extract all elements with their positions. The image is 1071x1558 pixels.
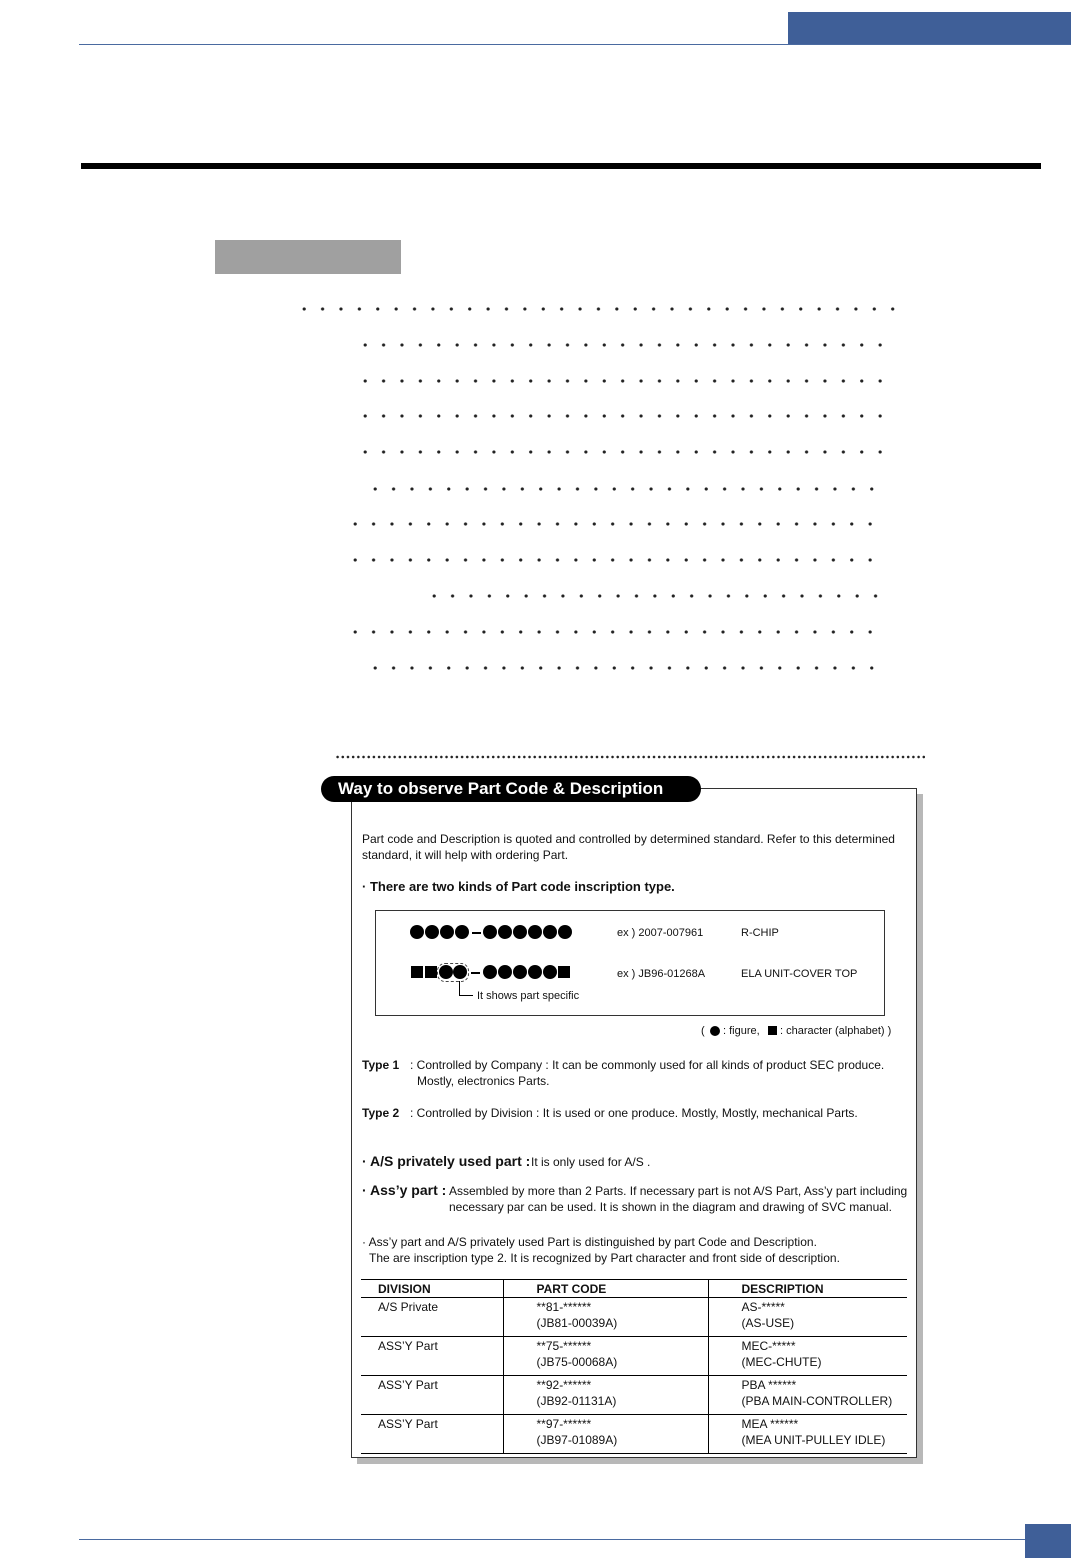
header-tab bbox=[788, 12, 1071, 44]
part-code-pattern: **81-****** bbox=[536, 1300, 592, 1314]
distinguish-line-1: · Ass’y part and A/S privately used Part is distinguished by part Code and Description. bbox=[362, 1235, 817, 1249]
example1-code: ex ) 2007-007961 bbox=[617, 927, 704, 939]
page-number-tab bbox=[1025, 1524, 1071, 1558]
cell-division: ASS’Y Part bbox=[361, 1337, 503, 1376]
toc-leader bbox=[366, 663, 886, 673]
figure-dot bbox=[455, 925, 469, 939]
character-square bbox=[768, 1026, 777, 1035]
description-example: (MEA UNIT-PULLEY IDLE) bbox=[741, 1433, 886, 1447]
character-square bbox=[411, 966, 423, 978]
table-header-row bbox=[361, 1280, 907, 1298]
table-row bbox=[361, 1337, 907, 1376]
part-code-table bbox=[361, 1279, 907, 1454]
figure-dot bbox=[439, 965, 453, 979]
figure-dot bbox=[528, 925, 542, 939]
toc-leader bbox=[356, 447, 895, 457]
character-square bbox=[425, 966, 437, 978]
footer-rule bbox=[79, 1539, 1071, 1540]
intro-line-1: Part code and Description is quoted and controlled by determined standard. Refer to this determined bbox=[362, 832, 895, 846]
header-part-code: PART CODE bbox=[503, 1280, 708, 1298]
figure-dot bbox=[543, 965, 557, 979]
figure-dot bbox=[513, 965, 527, 979]
part-code-example: (JB92-01131A) bbox=[536, 1394, 617, 1408]
cell-description bbox=[708, 1415, 907, 1454]
table-row bbox=[361, 1298, 907, 1337]
type2-label: Type 2 bbox=[362, 1106, 400, 1120]
toc-leader bbox=[346, 555, 886, 565]
cell-part-code bbox=[503, 1376, 708, 1415]
toc-leader bbox=[356, 340, 895, 350]
figure-dot bbox=[498, 965, 512, 979]
part-code-example: (JB97-01089A) bbox=[536, 1433, 618, 1447]
toc-leader bbox=[356, 376, 895, 386]
character-square bbox=[558, 966, 570, 978]
toc-leader bbox=[356, 411, 895, 421]
figure-dot bbox=[425, 925, 439, 939]
header-rule bbox=[79, 44, 1071, 45]
toc-leader bbox=[366, 484, 886, 494]
as-private-text: It is only used for A/S . bbox=[531, 1155, 651, 1169]
figure-dot bbox=[498, 925, 512, 939]
table-row bbox=[361, 1415, 907, 1454]
part-specific-note: It shows part specific bbox=[477, 990, 580, 1002]
part-code-pattern: **92-****** bbox=[536, 1378, 592, 1392]
figure-dot bbox=[410, 925, 424, 939]
toc-leader bbox=[425, 591, 886, 601]
part-code-pattern: **97-****** bbox=[536, 1417, 592, 1431]
cell-division: ASS’Y Part bbox=[361, 1415, 503, 1454]
description-pattern: PBA ****** bbox=[741, 1378, 797, 1392]
assy-text: Assembled by more than 2 Parts. If necessary part is not A/S Part, Ass’y part including bbox=[449, 1184, 908, 1198]
figure-dot bbox=[483, 965, 497, 979]
legend-figure: : figure, bbox=[723, 1025, 760, 1037]
description-example: (AS-USE) bbox=[741, 1316, 795, 1330]
cell-description bbox=[708, 1298, 907, 1337]
assy-label: · Ass’y part : bbox=[362, 1182, 447, 1198]
cell-division: A/S Private bbox=[361, 1298, 503, 1337]
description-pattern: MEA ****** bbox=[741, 1417, 799, 1431]
assy-text-2: necessary par can be used. It is shown in the diagram and drawing of SVC manual. bbox=[449, 1200, 892, 1214]
legend-open: ( bbox=[701, 1025, 705, 1037]
distinguish-line-2: The are inscription type 2. It is recognized by Part character and front side of description. bbox=[369, 1251, 840, 1265]
cell-description bbox=[708, 1337, 907, 1376]
cell-part-code bbox=[503, 1415, 708, 1454]
as-private-label: · A/S privately used part : bbox=[362, 1153, 531, 1169]
table-row bbox=[361, 1376, 907, 1415]
type1-text: : Controlled by Company : It can be commonly used for all kinds of product SEC produce. bbox=[410, 1058, 885, 1072]
description-pattern: MEC-***** bbox=[741, 1339, 796, 1353]
figure-dot bbox=[528, 965, 542, 979]
box-title: Way to observe Part Code & Description bbox=[321, 776, 701, 802]
cell-part-code bbox=[503, 1337, 708, 1376]
header-description: DESCRIPTION bbox=[708, 1280, 907, 1298]
description-example: (MEC-CHUTE) bbox=[741, 1355, 822, 1369]
intro-line-2: standard, it will help with ordering Part. bbox=[362, 848, 569, 862]
part-code-example: (JB81-00039A) bbox=[536, 1316, 618, 1330]
example2-name: ELA UNIT-COVER TOP bbox=[741, 968, 858, 980]
type1-label: Type 1 bbox=[362, 1058, 400, 1072]
part-code-example: (JB75-00068A) bbox=[536, 1355, 618, 1369]
hyphen bbox=[471, 972, 480, 974]
figure-dot bbox=[710, 1026, 720, 1036]
legend-character: : character (alphabet) ) bbox=[780, 1025, 892, 1037]
example1-name: R-CHIP bbox=[741, 927, 779, 939]
callout-bracket bbox=[459, 981, 473, 996]
dotted-separator bbox=[335, 753, 925, 761]
figure-dot bbox=[453, 965, 467, 979]
figure-dot bbox=[558, 925, 572, 939]
figure-dot bbox=[543, 925, 557, 939]
description-example: (PBA MAIN-CONTROLLER) bbox=[741, 1394, 893, 1408]
cell-description bbox=[708, 1376, 907, 1415]
toc-leader bbox=[295, 304, 895, 314]
type2-text: : Controlled by Division : It is used or one produce. Mostly, Mostly, mechanical Parts. bbox=[410, 1106, 858, 1120]
header-division: DIVISION bbox=[361, 1280, 503, 1298]
toc-leader bbox=[346, 519, 886, 529]
cell-part-code bbox=[503, 1298, 708, 1337]
figure-dot bbox=[440, 925, 454, 939]
part-code-pattern: **75-****** bbox=[536, 1339, 592, 1353]
example2-code: ex ) JB96-01268A bbox=[617, 968, 706, 980]
title-rule bbox=[81, 163, 1041, 169]
section-heading-bar bbox=[215, 240, 401, 274]
hyphen bbox=[472, 932, 481, 934]
cell-division: ASS’Y Part bbox=[361, 1376, 503, 1415]
figure-dot bbox=[513, 925, 527, 939]
toc-leader bbox=[346, 627, 886, 637]
figure-dot bbox=[483, 925, 497, 939]
description-pattern: AS-***** bbox=[741, 1300, 785, 1314]
type1-text-2: Mostly, electronics Parts. bbox=[417, 1074, 550, 1088]
two-kinds-heading: · There are two kinds of Part code inscription type. bbox=[362, 879, 675, 894]
